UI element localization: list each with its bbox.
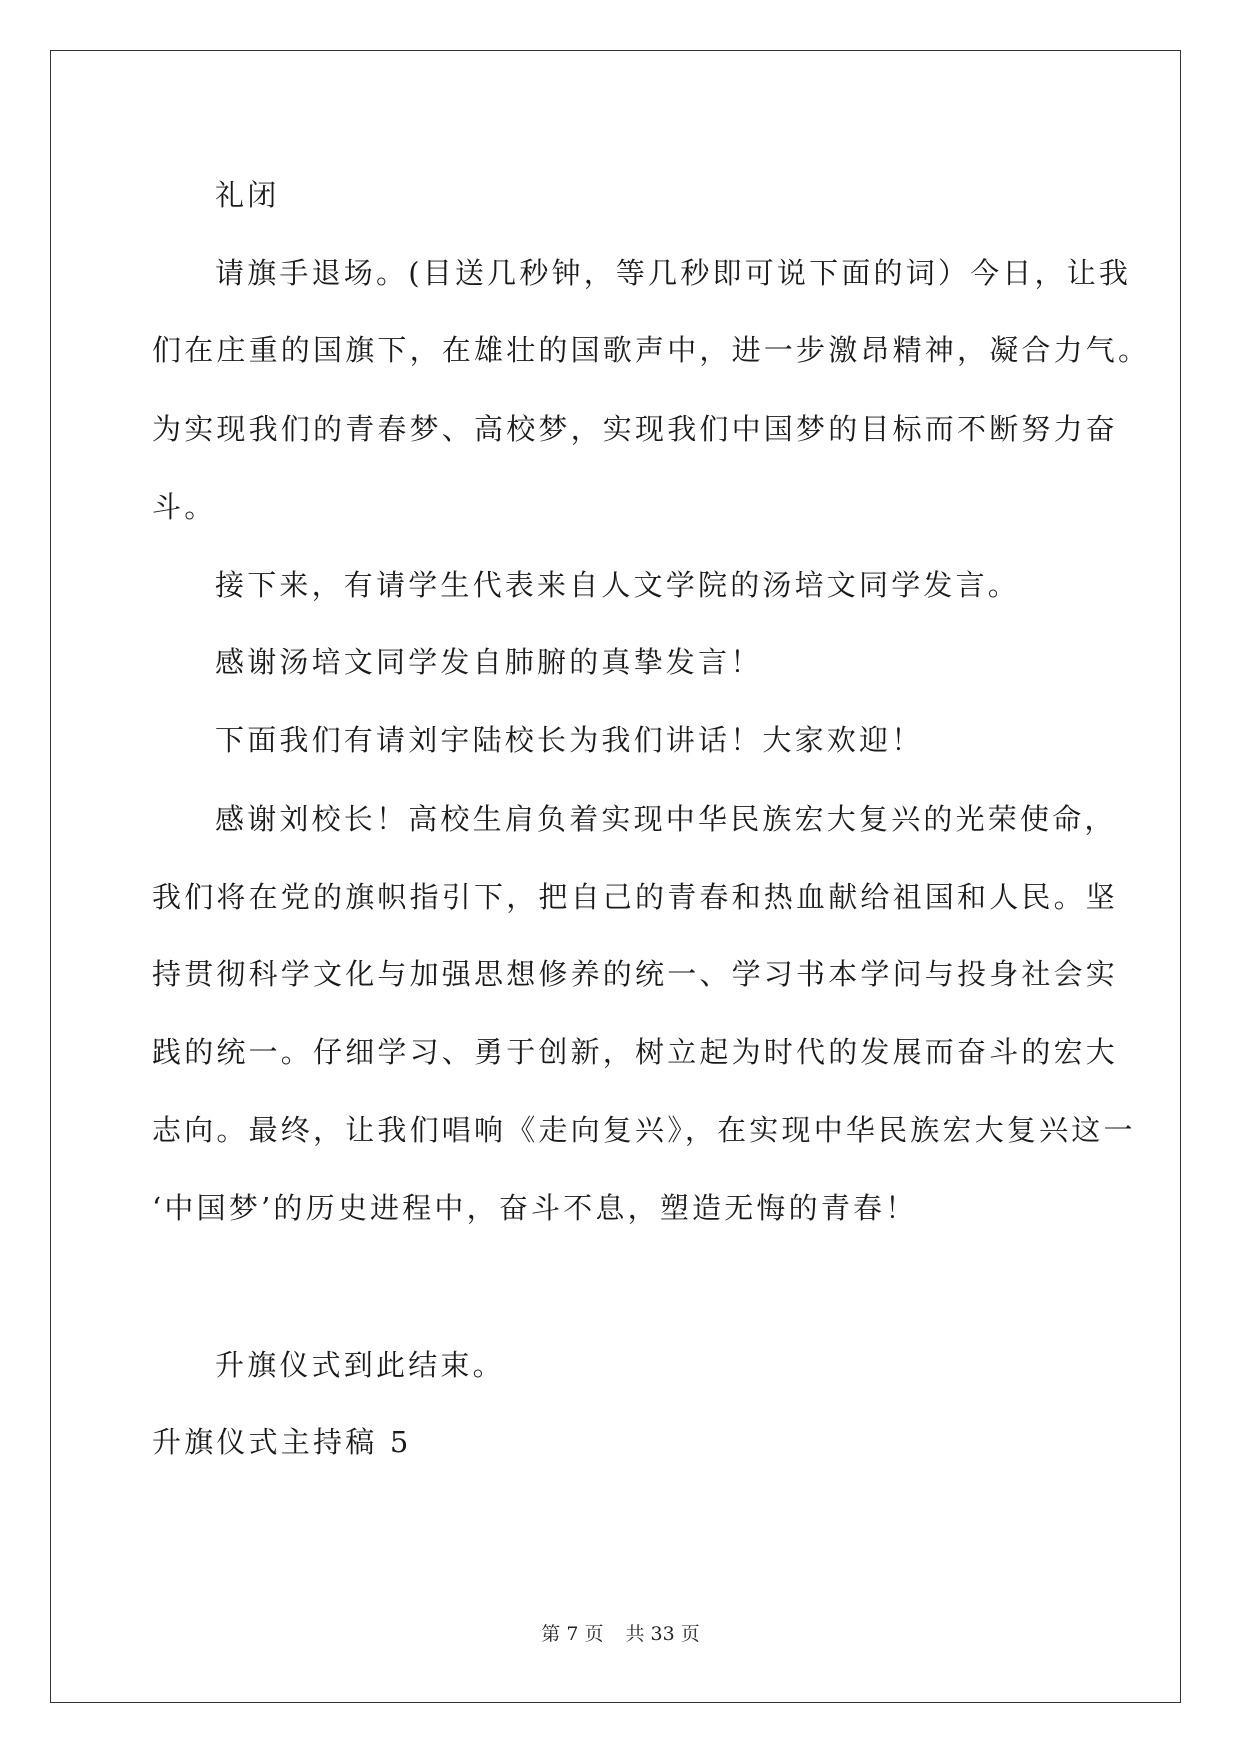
paragraph-line: 接下来，有请学生代表来自人文学院的汤培文同学发言。 <box>215 568 1021 602</box>
paragraph-line: 升旗仪式到此结束。 <box>215 1348 505 1382</box>
paragraph-line: 持贯彻科学文化与加强思想修养的统一、学习书本学问与投身社会实 <box>152 957 1119 991</box>
page-footer <box>0 1622 1241 1646</box>
paragraph-line: 下面我们有请刘宇陆校长为我们讲话！大家欢迎！ <box>215 723 924 757</box>
paragraph-line: 请旗手退场。(目送几秒钟，等几秒即可说下面的词）今日，让我 <box>215 256 1132 290</box>
paragraph-line: 们在庄重的国旗下，在雄壮的国歌声中，进一步激昂精神，凝合力气。 <box>152 333 1151 367</box>
paragraph-line: 我们将在党的旗帜指引下，把自己的青春和热血献给祖国和人民。坚 <box>152 880 1119 914</box>
paragraph-line: 践的统一。仔细学习、勇于创新，树立起为时代的发展而奋斗的宏大 <box>152 1035 1119 1069</box>
page-total: 共 33 页 <box>625 1623 700 1645</box>
paragraph-line: ‘中国梦’的历史进程中，奋斗不息，塑造无悔的青春！ <box>152 1191 918 1225</box>
paragraph-line: 斗。 <box>152 490 217 524</box>
paragraph-line: 志向。最终，让我们唱响《走向复兴》，在实现中华民族宏大复兴这一 <box>152 1113 1136 1147</box>
section-heading: 升旗仪式主持稿 5 <box>152 1425 412 1459</box>
page-number: 第 7 页 <box>541 1623 604 1645</box>
paragraph-line: 礼闭 <box>215 178 280 212</box>
paragraph-line: 感谢刘校长！高校生肩负着实现中华民族宏大复兴的光荣使命， <box>215 802 1117 836</box>
paragraph-line: 感谢汤培文同学发自肺腑的真挚发言！ <box>215 645 763 679</box>
paragraph-line: 为实现我们的青春梦、高校梦，实现我们中国梦的目标而不断努力奋 <box>152 412 1119 446</box>
